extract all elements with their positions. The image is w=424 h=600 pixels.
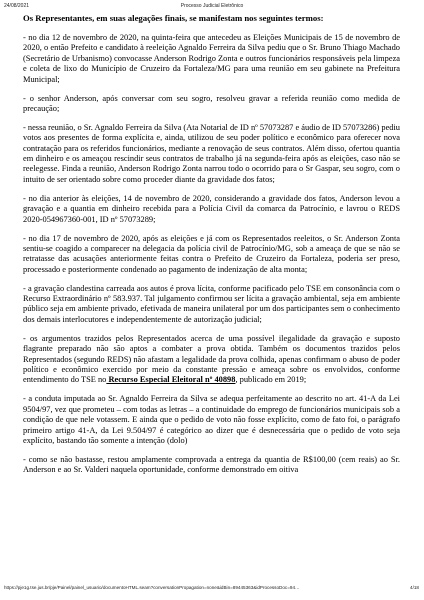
case-citation: Recurso Especial Eleitoral nº 40898 <box>106 375 236 385</box>
print-header <box>0 3 424 12</box>
paragraph-7-text: - os argumentos trazidos pelos Representados acerca de uma possível ilegalidade da gravação e suposto flagrante preparado não são aptos a combater a prova obtida. Também os documentos trazidos pelos Representados (segundo REDS) não afastam a legalidade da prova colhida, apenas confirmam o abuso de poder político e econômico exercido por meio da constante pressão e ameaça sobre os envolvidos, conforme entendimento do TSE no <box>23 333 400 385</box>
document-body <box>23 13 400 484</box>
paragraph-8: - a conduta imputada ao Sr. Agnaldo Ferreira da Silva se adequa perfeitamente ao descrito no art. 41-A da Lei 9504/97, vez que prometeu – com todas as letras – a continuidade do emprego de funcionários municipais sob a condição de que nele votassem. E ainda que o pedido de voto não fosse explícito, como de fato foi, o parágrafo primeiro artigo 41-A, da Lei 9.504/97 é categórico ao dizer que é desnecessária que o pedido de voto seja explícito, bastando tão somente a intenção (dolo) <box>23 394 400 445</box>
page-url: https://pje1g.tse.jus.br/pje/Painel/painel_usuario/documentoHTML.seam?conversationPropagation=none&idBin=89445363&idProcessoDoc=94… <box>4 585 300 590</box>
paragraph-2: - o senhor Anderson, após conversar com seu sogro, resolveu gravar a referida reunião como medida de precaução; <box>23 93 400 113</box>
paragraph-9: - como se não bastasse, restou amplamente comprovada a entrega da quantia de R$100,00 (cem reais) ao Sr. Anderson e ao Sr. Valderi naquela oportunidade, conforme demonstrado em oitiva <box>23 454 400 475</box>
paragraph-6: - a gravação clandestina carreada aos autos é prova lícita, conforme pacificado pelo TSE em consonância com o Recurso Extraordinário nº 583.937. Tal julgamento confirmou ser lícita a gravação ambiental, seja em ambiente público seja em ambiente privado, efetivada de maneira unilateral por um dos participantes sem o conhecimento dos demais interlocutores e independentemente de autorização judicial; <box>23 283 400 324</box>
paragraph-7 <box>23 334 400 386</box>
section-heading: Os Representantes, em suas alegações finais, se manifestam nos seguintes termos: <box>23 13 324 23</box>
paragraph-3: - nessa reunião, o Sr. Agnaldo Ferreira da Silva (Ata Notarial de ID nº 57073287 e áudio de ID 57073286) pediu votos aos presentes de forma explícita e, ainda, utilizou de seu poder político e econômico para oferecer nova contratação para os referidos funcionários, mediante a renovação de seus contratos. Além disso, ofertou quantia em dinheiro e os ameaçou rescindir seus contratos de trabalho já na segunda-feira após as eleições, caso não se reelegesse. Finda a reunião, Anderson Rodrigo Zonta narrou todo o ocorrido para o Sr Gaspar, seu sogro, com o intuito de ser orientado sobre como proceder diante da gravidade dos fatos; <box>23 122 400 184</box>
print-date: 24/08/2021 <box>4 3 30 9</box>
print-title: Processo Judicial Eletrônico <box>180 3 244 9</box>
paragraph-7-tail: , publicado em 2019; <box>235 375 307 385</box>
paragraph-4: - no dia anterior às eleições, 14 de novembro de 2020, considerando a gravidade dos fatos, Anderson levou a gravação e a quantia em dinheiro recebida para a Polícia Civil da comarca da Patrocínio, e lavrou o REDS 2020-054967360-001, ID nº 57073289; <box>23 193 400 224</box>
print-footer <box>0 585 424 594</box>
paragraph-5: - no dia 17 de novembro de 2020, após as eleições e já com os Representados reeleitos, o Sr. Anderson Zonta sentiu-se coagido a comparecer na delegacia da polícia civil de Patrocínio/MG, sob a ameaça de que se não se retratasse das acusações anteriormente feitas contra o Prefeito de Cruzeiro da Fortaleza, poderia ser preso, processado e posteriormente condenado ao pagamento de indenização de alta monta; <box>23 233 400 274</box>
paragraph-1: - no dia 12 de novembro de 2020, na quinta-feira que antecedeu as Eleições Municipais de 15 de novembro de 2020, o então Prefeito e candidato à reeleição Agnaldo Ferreira da Silva pediu que o Sr. Bruno Thiago Machado (Secretário de Urbanismo) convocasse Anderson Rodrigo Zonta e outros funcionários responsáveis pela limpeza e coleta de lixo do Município de Cruzeiro da Fortaleza/MG para uma reunião em seu gabinete na Prefeitura Municipal; <box>23 33 400 84</box>
page-number: 4/18 <box>410 585 419 590</box>
